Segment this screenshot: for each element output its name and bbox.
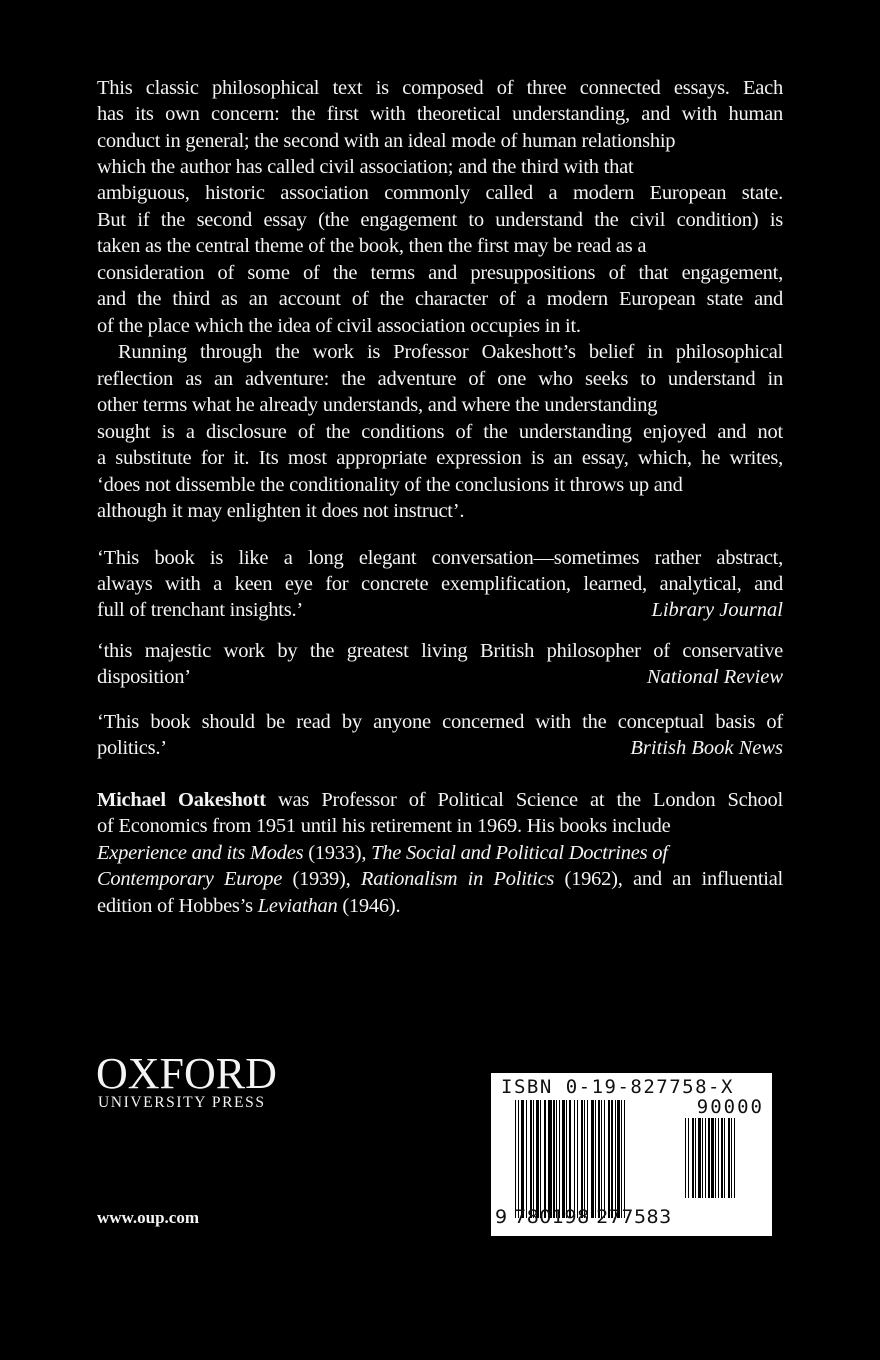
review-source: British Book News	[630, 737, 783, 759]
blurb-line: This classic philosophical text is composed of three connected essays. Each	[97, 77, 783, 99]
blurb-line: a substitute for it. Its most appropriate expression is an essay, which, he writes,	[97, 447, 783, 469]
book-title: The Social and Political Doctrines of	[371, 842, 668, 864]
book-title: Leviathan	[257, 895, 338, 917]
barcode-addon-bars-icon	[685, 1118, 767, 1198]
bio-line: of Economics from 1951 until his retirement in 1969. His books include	[97, 815, 671, 837]
blurb-line: although it may enlighten it does not instruct’.	[97, 500, 465, 522]
review-line: disposition’	[97, 666, 191, 688]
review-line: politics.’	[97, 737, 167, 759]
review-line: ‘This book should be read by anyone concerned with the conceptual basis of	[97, 711, 783, 733]
blurb-line: has its own concern: the first with theoretical understanding, and with human	[97, 103, 783, 125]
review-line: always with a keen eye for concrete exemplification, learned, analytical, and	[97, 573, 783, 595]
book-title: Experience and its Modes	[97, 842, 304, 864]
review-line: ‘this majestic work by the greatest living British philosopher of conservative	[97, 640, 783, 662]
blurb-line: and the third as an account of the character of a modern European state and	[97, 288, 783, 310]
publisher-website[interactable]: www.oup.com	[97, 1208, 200, 1227]
blurb-line: But if the second essay (the engagement to understand the civil condition) is	[97, 209, 783, 231]
review-line: full of trenchant insights.’	[97, 599, 303, 621]
blurb-line: sought is a disclosure of the conditions of the understanding enjoyed and not	[97, 421, 783, 443]
isbn-label: ISBN 0-19-827758-X	[501, 1076, 734, 1098]
isbn-barcode	[491, 1073, 772, 1236]
ean-number: 9 780198 277583	[495, 1206, 672, 1228]
publisher-logo: OXFORD	[96, 1049, 277, 1098]
price-code: 90000	[696, 1096, 764, 1118]
review-line: ‘This book is like a long elegant conversation—sometimes rather abstract,	[97, 547, 783, 569]
blurb-line: of the place which the idea of civil association occupies in it.	[97, 315, 581, 337]
author-name: Michael Oakeshott	[97, 789, 266, 811]
blurb-line: ‘does not dissemble the conditionality of the conclusions it throws up and	[97, 474, 683, 496]
bio-line: Experience and its Modes (1933), The Social and Political Doctrines of	[97, 842, 668, 864]
review-source: National Review	[646, 666, 783, 688]
bio-line: Michael Oakeshott was Professor of Political Science at the London School	[97, 789, 783, 811]
blurb-line: ambiguous, historic association commonly called a modern European state.	[97, 182, 783, 204]
book-title: Contemporary Europe	[97, 868, 283, 890]
blurb-line: which the author has called civil association; and the third with that	[97, 156, 634, 178]
blurb-line: consideration of some of the terms and presuppositions of that engagement,	[97, 262, 783, 284]
publisher-subtitle: UNIVERSITY PRESS	[98, 1094, 266, 1111]
review-source: Library Journal	[651, 599, 783, 621]
blurb-line: Running through the work is Professor Oakeshott’s belief in philosophical	[118, 341, 783, 363]
blurb-line: taken as the central theme of the book, then the first may be read as a	[97, 235, 647, 257]
blurb-line: other terms what he already understands, and where the understanding	[97, 394, 658, 416]
bio-line: edition of Hobbes’s Leviathan (1946).	[97, 895, 401, 917]
blurb-line: conduct in general; the second with an ideal mode of human relationship	[97, 130, 676, 152]
bio-line: Contemporary Europe (1939), Rationalism in Politics (1962), and an influential	[97, 868, 784, 890]
blurb-line: reflection as an adventure: the adventure of one who seeks to understand in	[97, 368, 783, 390]
book-title: Rationalism in Politics	[360, 868, 555, 890]
